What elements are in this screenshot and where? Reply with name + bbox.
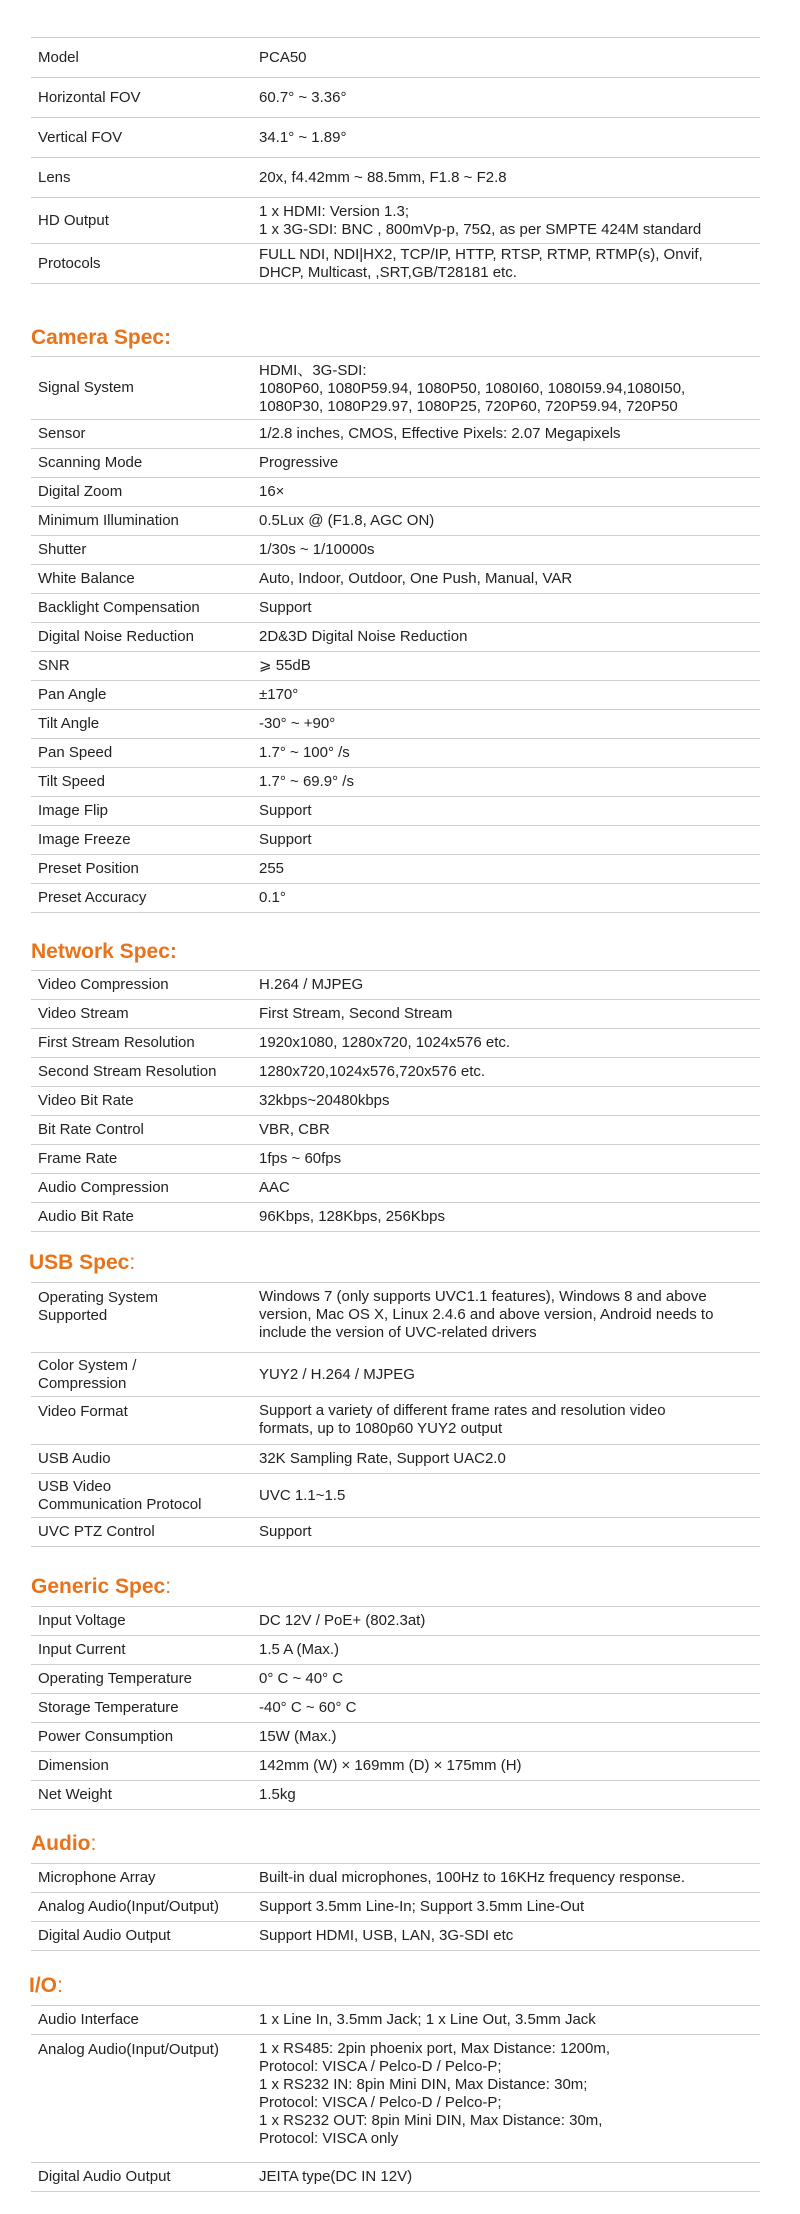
spec-value [259,1723,760,1751]
spec-label-text: Tilt Speed [38,773,105,790]
spec-label-text: USB Video Communication Protocol [38,1477,202,1513]
spec-label-text: Shutter [38,541,87,558]
spec-value [259,797,760,825]
spec-value [259,536,760,564]
spec-label-text: Audio Compression [38,1179,169,1196]
camera-spec-row [31,710,760,739]
spec-value [259,855,760,883]
spec-value [259,1000,760,1028]
spec-value [259,1058,760,1086]
spec-label [38,2006,263,2034]
spec-label-text: First Stream Resolution [38,1034,195,1051]
spec-label [38,420,263,448]
spec-value-text: 1.5kg [259,1786,296,1803]
spec-value [259,118,760,157]
camera-spec-table [31,356,760,913]
spec-value-text: 32kbps~20480kbps [259,1092,390,1109]
spec-label [38,855,263,883]
spec-value-text: ⩾ 55dB [259,657,311,674]
spec-value [259,1694,760,1722]
spec-label-text: Digital Zoom [38,483,123,500]
spec-value [259,1518,760,1546]
spec-label-text: Operating System Supported [38,1289,159,1324]
usb-spec-row [31,1397,760,1445]
network-spec-row [31,1145,760,1174]
spec-label [38,681,263,709]
usb-spec-row [31,1283,760,1353]
spec-label-text: Video Stream [38,1005,129,1022]
spec-label [38,244,263,283]
spec-label-text: Image Freeze [38,831,131,848]
io-spec-row [31,2006,760,2035]
generic-spec-row [31,1752,760,1781]
spec-label [38,1087,263,1115]
usb-spec-row [31,1445,760,1474]
spec-value [259,1087,760,1115]
spec-label [38,357,263,419]
spec-value [259,652,760,680]
spec-label-text: Digital Audio Output [38,1927,171,1944]
general-spec-row [31,158,760,198]
spec-value-text: AAC [259,1179,290,1196]
spec-value-text: PCA50 [259,48,307,66]
generic-spec-row [31,1607,760,1636]
camera-spec-row [31,449,760,478]
spec-value [259,768,760,796]
spec-value [259,1397,760,1444]
spec-label-text: Signal System [38,379,134,396]
network-spec-row [31,1058,760,1087]
spec-label [38,710,263,738]
spec-label [38,884,263,912]
usb-spec-row [31,1518,760,1547]
io-spec-table [31,2005,760,2192]
camera-spec-row [31,681,760,710]
spec-value-text: 0° C ~ 40° C [259,1670,344,1687]
spec-label [38,1723,263,1751]
spec-value [259,198,760,243]
io-spec-row [31,2163,760,2192]
spec-value [259,1445,760,1473]
spec-label [38,565,263,593]
spec-value [259,38,760,77]
network-spec-row [31,971,760,1000]
spec-label-text: Dimension [38,1757,109,1774]
audio-spec-row [31,1864,760,1893]
generic-spec-row [31,1636,760,1665]
spec-value-text: 1 x Line In, 3.5mm Jack; 1 x Line Out, 3.5mm Jack [259,2011,596,2028]
generic-spec-table [31,1606,760,1810]
audio-spec-table [31,1863,760,1951]
spec-label [38,768,263,796]
spec-label [38,1397,263,1444]
spec-label [38,1474,263,1517]
io-spec-row [31,2035,760,2163]
spec-value-text: Support [259,599,312,616]
spec-value [259,507,760,535]
spec-value-text: Support [259,831,312,848]
spec-label [38,478,263,506]
spec-label [38,1145,263,1173]
spec-label-text: Analog Audio(Input/Output) [38,2041,219,2058]
spec-label [38,652,263,680]
spec-label-text: Input Voltage [38,1612,126,1629]
spec-label-text: Net Weight [38,1786,112,1803]
general-spec-row [31,198,760,244]
network-spec-table [31,970,760,1232]
camera-spec-row [31,536,760,565]
spec-label [38,2035,263,2162]
audio-spec-row [31,1922,760,1951]
spec-label [38,38,263,77]
spec-label [38,1174,263,1202]
spec-label [38,536,263,564]
network-spec-heading: Network Spec: [31,940,177,963]
spec-label-text: Scanning Mode [38,454,143,471]
spec-label [38,1000,263,1028]
spec-label-text: Vertical FOV [38,128,123,146]
spec-label [38,623,263,651]
spec-label [38,78,263,117]
network-spec-row [31,1174,760,1203]
spec-label [38,1283,263,1352]
spec-label-text: Horizontal FOV [38,88,141,106]
spec-value [259,1752,760,1780]
camera-spec-heading: Camera Spec: [31,326,172,349]
camera-spec-row [31,507,760,536]
general-spec-row [31,244,760,284]
general-spec-row [31,118,760,158]
spec-value-text: 1280x720,1024x576,720x576 etc. [259,1063,486,1080]
spec-value [259,2163,760,2191]
spec-value-text: JEITA type(DC IN 12V) [259,2168,413,2185]
spec-value-text: 15W (Max.) [259,1728,337,1745]
generic-spec-row [31,1723,760,1752]
spec-value-text: HDMI、3G-SDI: 1080P60, 1080P59.94, 1080P50, 1080I60, 1080I59.94,1080I50, 1080P30, 1080P29.97, 1080P25, 720P60, 720P59.94, 720P50 [259,362,686,415]
camera-spec-row [31,623,760,652]
spec-label [38,1922,263,1950]
usb-spec-row [31,1353,760,1397]
spec-value [259,1474,760,1517]
spec-label-text: Operating Temperature [38,1670,192,1687]
spec-label-text: Pan Speed [38,744,113,761]
spec-label-text: Digital Audio Output [38,2168,171,2185]
spec-value-text: 16× [259,483,285,500]
spec-label-text: Video Compression [38,976,169,993]
spec-label-text: Pan Angle [38,686,107,703]
spec-value-text: 1 x HDMI: Version 1.3; 1 x 3G-SDI: BNC , 800mVp-p, 75Ω, as per SMPTE 424M standard [259,202,702,238]
spec-value-text: VBR, CBR [259,1121,330,1138]
spec-label-text: Video Bit Rate [38,1092,134,1109]
spec-label-text: UVC PTZ Control [38,1523,155,1540]
spec-label-text: SNR [38,657,70,674]
camera-spec-row [31,884,760,913]
spec-value-text: H.264 / MJPEG [259,976,364,993]
spec-label [38,1752,263,1780]
spec-label-text: Second Stream Resolution [38,1063,217,1080]
camera-spec-row [31,768,760,797]
spec-value-text: 1/2.8 inches, CMOS, Effective Pixels: 2.07 Megapixels [259,425,621,442]
spec-label [38,1694,263,1722]
spec-label [38,1864,263,1892]
spec-label [38,1665,263,1693]
camera-spec-row [31,826,760,855]
spec-value-text: -30° ~ +90° [259,715,336,732]
spec-value-text: 60.7° ~ 3.36° [259,88,347,106]
spec-label [38,1518,263,1546]
spec-label [38,1636,263,1664]
spec-value [259,158,760,197]
network-spec-row [31,1116,760,1145]
network-spec-row [31,1000,760,1029]
camera-spec-row [31,855,760,884]
camera-spec-row [31,594,760,623]
spec-value-text: 1/30s ~ 1/10000s [259,541,375,558]
spec-value-text: 1.7° ~ 69.9° /s [259,773,354,790]
audio-spec-row [31,1893,760,1922]
spec-label-text: Input Current [38,1641,126,1658]
spec-value [259,1864,760,1892]
usb-spec-row [31,1474,760,1518]
camera-spec-row [31,652,760,681]
spec-value [259,357,760,419]
spec-value-text: Built-in dual microphones, 100Hz to 16KHz frequency response. [259,1869,686,1886]
spec-value [259,710,760,738]
spec-value-text: Windows 7 (only supports UVC1.1 features), Windows 8 and above version, Mac OS X, Linux 2.4.6 and above version, Android needs to include the version of UVC-related drivers [259,1288,714,1341]
spec-label-text: Audio Bit Rate [38,1208,134,1225]
spec-value-text: ±170° [259,686,299,703]
spec-value-text: 142mm (W) × 169mm (D) × 175mm (H) [259,1757,522,1774]
general-spec-table [31,37,760,284]
spec-value [259,449,760,477]
spec-value-text: 1fps ~ 60fps [259,1150,342,1167]
spec-label-text: Power Consumption [38,1728,174,1745]
audio-spec-heading: Audio: [31,1832,97,1855]
spec-label-text: Color System / Compression [38,1356,137,1392]
spec-value-text: DC 12V / PoE+ (802.3at) [259,1612,426,1629]
spec-value-text: 96Kbps, 128Kbps, 256Kbps [259,1208,445,1225]
spec-value-text: 2D&3D Digital Noise Reduction [259,628,468,645]
spec-value [259,1174,760,1202]
spec-label [38,1353,263,1396]
spec-value [259,2035,760,2162]
spec-label-text: HD Output [38,211,109,229]
spec-value-text: 1.5 A (Max.) [259,1641,340,1658]
spec-label [38,1893,263,1921]
spec-label [38,971,263,999]
spec-value [259,1636,760,1664]
spec-label [38,1116,263,1144]
spec-label-text: Image Flip [38,802,109,819]
spec-value [259,1145,760,1173]
generic-spec-row [31,1694,760,1723]
spec-label-text: Sensor [38,425,86,442]
spec-label [38,826,263,854]
spec-value [259,1283,760,1352]
spec-value [259,244,760,283]
spec-value-text: 0.1° [259,889,286,906]
usb-spec-heading: USB Spec: [29,1251,136,1274]
spec-value-text: FULL NDI, NDI|HX2, TCP/IP, HTTP, RTSP, RTMP, RTMP(s), Onvif, DHCP, Multicast, ,SRT,GB/T28181 etc. [259,245,703,281]
spec-value [259,1029,760,1057]
spec-label-text: Model [38,48,79,66]
spec-value-text: Support [259,802,312,819]
spec-value-text: 1 x RS485: 2pin phoenix port, Max Distance: 1200m, Protocol: VISCA / Pelco-D / Pelco-P; 1 x RS232 IN: 8pin Mini DIN, Max Distance: 30m; Protocol: VISCA / Pelco-D / Pelco-P; 1 x RS232 OUT: 8pin Mini DIN, Max Distance: 30m, Protocol: VISCA only [259,2040,611,2147]
spec-label [38,198,263,243]
spec-value [259,971,760,999]
generic-spec-heading: Generic Spec: [31,1575,172,1598]
spec-label-text: Preset Position [38,860,139,877]
camera-spec-row [31,739,760,768]
spec-value-text: Support HDMI, USB, LAN, 3G-SDI etc [259,1927,514,1944]
spec-label-text: Minimum Illumination [38,512,179,529]
usb-spec-table [31,1282,760,1547]
spec-value [259,1781,760,1809]
spec-value-text: 255 [259,860,285,877]
spec-label-text: Preset Accuracy [38,889,147,906]
spec-value [259,739,760,767]
generic-spec-row [31,1665,760,1694]
spec-value-text: 34.1° ~ 1.89° [259,128,347,146]
spec-label [38,1445,263,1473]
spec-label [38,594,263,622]
spec-value [259,826,760,854]
spec-value [259,594,760,622]
spec-label-text: Digital Noise Reduction [38,628,194,645]
spec-value-text: 0.5Lux @ (F1.8, AGC ON) [259,512,435,529]
camera-spec-row [31,565,760,594]
spec-value [259,1116,760,1144]
spec-label [38,118,263,157]
generic-spec-row [31,1781,760,1810]
spec-label-text: Lens [38,168,71,186]
spec-label [38,1058,263,1086]
spec-label-text: Storage Temperature [38,1699,179,1716]
spec-value-text: Progressive [259,454,339,471]
spec-value-text: Support a variety of different frame rates and resolution video formats, up to 1080p60 YUY2 output [259,1402,666,1437]
camera-spec-row [31,357,760,420]
spec-value [259,1203,760,1231]
spec-value-text: 1.7° ~ 100° /s [259,744,350,761]
spec-label-text: Backlight Compensation [38,599,200,616]
spec-value [259,78,760,117]
spec-label [38,1203,263,1231]
spec-value-text: First Stream, Second Stream [259,1005,453,1022]
spec-value-text: YUY2 / H.264 / MJPEG [259,1365,415,1383]
spec-label [38,1607,263,1635]
spec-value-text: 32K Sampling Rate, Support UAC2.0 [259,1450,506,1467]
spec-label-text: Frame Rate [38,1150,118,1167]
spec-value-text: 1920x1080, 1280x720, 1024x576 etc. [259,1034,511,1051]
spec-value-text: Support [259,1523,312,1540]
spec-value-text: 20x, f4.42mm ~ 88.5mm, F1.8 ~ F2.8 [259,168,507,186]
spec-value [259,1607,760,1635]
spec-label [38,739,263,767]
camera-spec-row [31,420,760,449]
spec-value-text: Support 3.5mm Line-In; Support 3.5mm Line-Out [259,1898,585,1915]
spec-label [38,449,263,477]
spec-label [38,797,263,825]
spec-value-text: Auto, Indoor, Outdoor, One Push, Manual, VAR [259,570,573,587]
spec-label-text: Tilt Angle [38,715,100,732]
spec-value [259,420,760,448]
general-spec-row [31,78,760,118]
spec-value [259,623,760,651]
spec-label-text: White Balance [38,570,135,587]
spec-value [259,565,760,593]
spec-value [259,681,760,709]
spec-value [259,1922,760,1950]
io-spec-heading: I/O: [29,1974,63,1997]
spec-label-text: Audio Interface [38,2011,139,2028]
spec-value [259,884,760,912]
spec-label-text: Protocols [38,254,101,272]
spec-label-text: Analog Audio(Input/Output) [38,1898,219,1915]
spec-label-text: Video Format [38,1403,128,1420]
general-spec-row [31,38,760,78]
spec-value [259,478,760,506]
spec-label [38,507,263,535]
spec-value [259,1893,760,1921]
spec-label [38,2163,263,2191]
spec-value [259,1353,760,1396]
spec-value [259,2006,760,2034]
spec-label [38,1781,263,1809]
camera-spec-row [31,797,760,826]
spec-label [38,158,263,197]
spec-label-text: Microphone Array [38,1869,156,1886]
spec-label-text: USB Audio [38,1450,111,1467]
network-spec-row [31,1203,760,1232]
network-spec-row [31,1087,760,1116]
network-spec-row [31,1029,760,1058]
spec-label [38,1029,263,1057]
spec-value-text: -40° C ~ 60° C [259,1699,357,1716]
spec-value-text: UVC 1.1~1.5 [259,1486,346,1504]
spec-label-text: Bit Rate Control [38,1121,144,1138]
camera-spec-row [31,478,760,507]
spec-value [259,1665,760,1693]
